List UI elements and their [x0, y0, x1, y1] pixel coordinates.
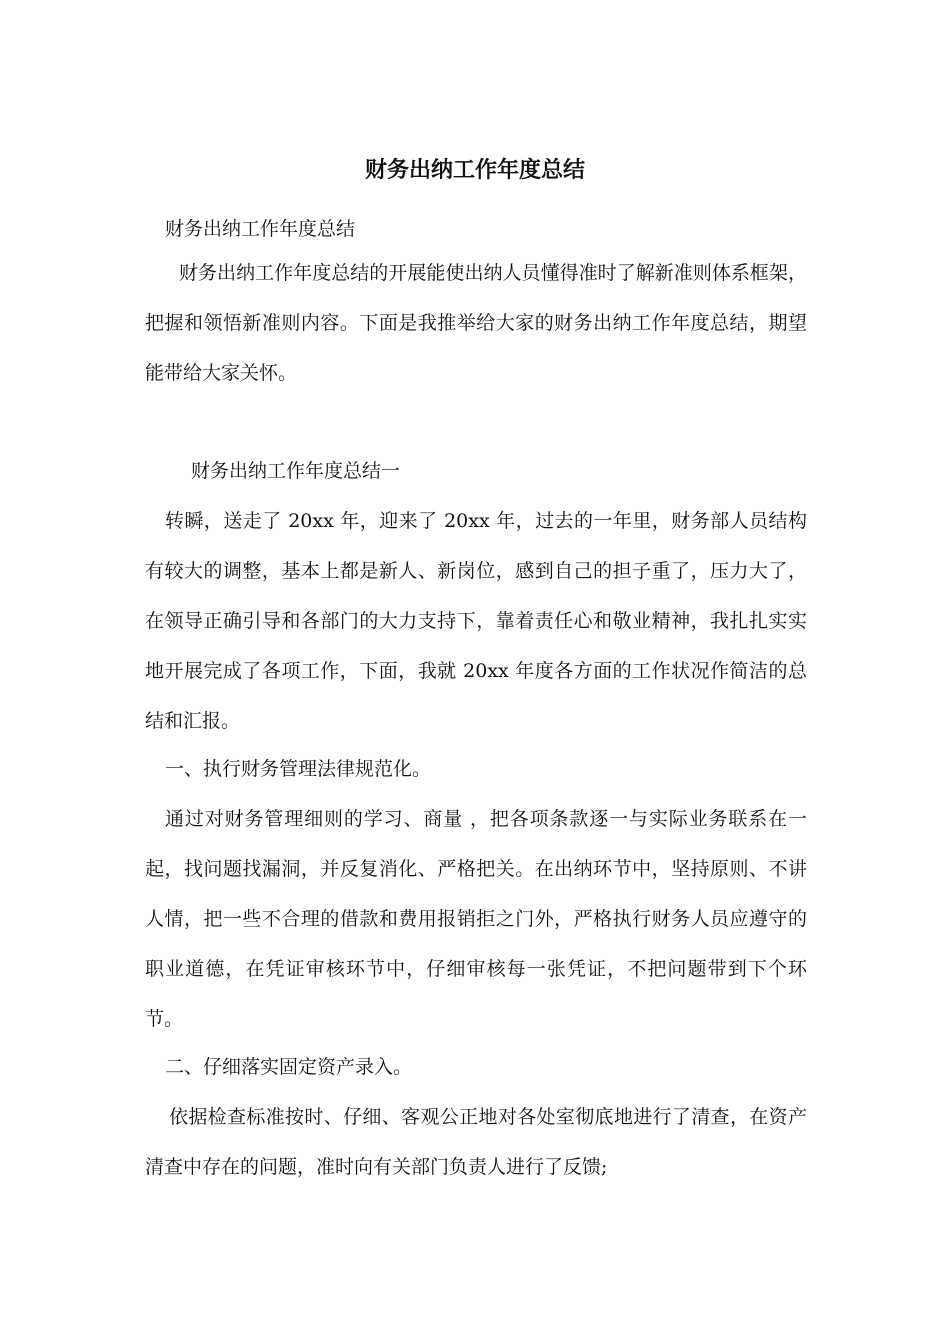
- intro-paragraph: 财务出纳工作年度总结的开展能使出纳人员懂得准时了解新准则体系框架，把握和领悟新准则内容。下面是我推举给大家的财务出纳工作年度总结，期望能带给大家关怀。: [145, 262, 807, 384]
- paragraph-3: 依据检查标准按时、仔细、客观公正地对各处室彻底地进行了清查，在资产清查中存在的问题，准时向有关部门负责人进行了反馈;: [145, 1106, 807, 1178]
- heading-1: 一、执行财务管理法律规范化。: [165, 758, 432, 780]
- document-title: 财务出纳工作年度总结: [364, 158, 585, 183]
- paragraph-1: 转瞬，送走了 20xx 年，迎来了 20xx 年，过去的一年里，财务部人员结构有较大的调整，基本上都是新人、新岗位，感到自己的担子重了，压力大了，在领导正确引导和各部门的大力支持下，靠着责任心和敬业精神，我扎扎实实地开展完成了各项工作，下面，我就 20xx 年度各方面的工作状况作简洁的总结和汇报。: [145, 510, 807, 732]
- paragraph-2: 通过对财务管理细则的学习、商量 ，把各项条款逐一与实际业务联系在一起，找问题找漏洞，并反复消化、严格把关。在出纳环节中，坚持原则、不讲人情，把一些不合理的借款和费用报销拒之门外，严格执行财务人员应遵守的职业道德，在凭证审核环节中，仔细审核每一张凭证，不把问题带到下个环节。: [145, 808, 807, 1030]
- heading-2: 二、仔细落实固定资产录入。: [165, 1056, 413, 1078]
- section-heading: 财务出纳工作年度总结一: [191, 460, 401, 482]
- document-subtitle: 财务出纳工作年度总结: [165, 218, 356, 240]
